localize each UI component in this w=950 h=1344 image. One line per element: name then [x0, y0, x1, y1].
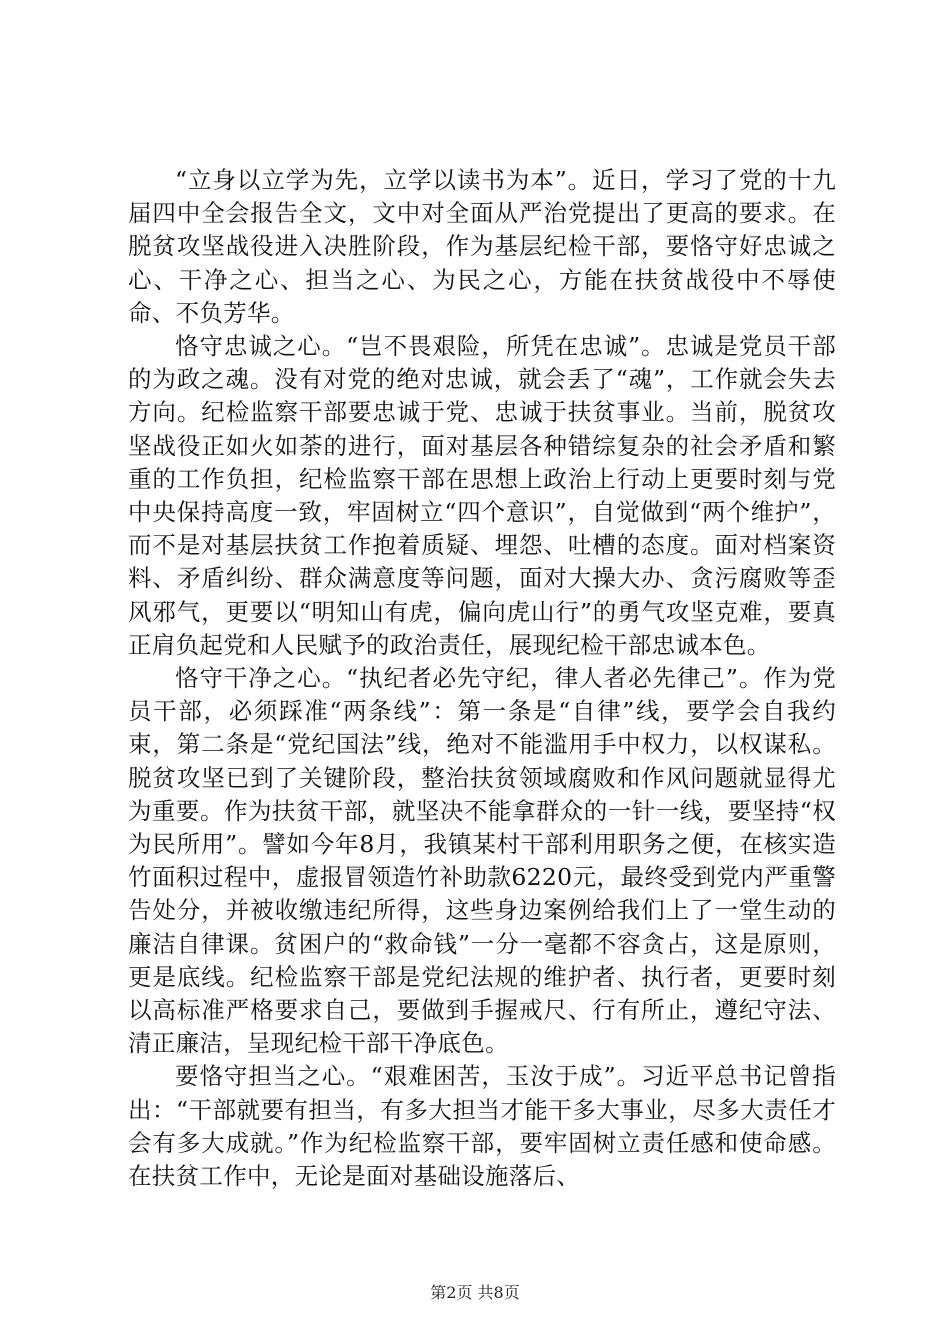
page-number-footer: 第2页 共8页	[430, 1283, 520, 1302]
document-body	[128, 164, 836, 1193]
paragraph-intro: “立身以立学为先，立学以读书为本”。近日，学习了党的十九届四中全会报告全文，文中对全面从严治党提出了更高的要求。在脱贫攻坚战役进入决胜阶段，作为基层纪检干部，要恪守好忠诚之心、干净之心、担当之心、为民之心，方能在扶贫战役中不辱使命、不负芳华。	[128, 166, 836, 327]
paragraph-integrity: 恪守干净之心。“执纪者必先守纪，律人者必先律己”。作为党员干部，必须踩准“两条线”：第一条是“自律”线，要学会自我约束，第二条是“党纪国法”线，绝对不能滥用手中权力，以权谋私。脱贫攻坚已到了关键阶段，整治扶贫领域腐败和作风问题就显得尤为重要。作为扶贫干部，就坚决不能拿群众的一针一线，要坚持“权为民所用”。譬如今年8月，我镇某村干部利用职务之便，在核实造竹面积过程中，虚报冒领造竹补助款6220元，最终受到党内严重警告处分，并被收缴违纪所得，这些身边案例给我们上了一堂生动的廉洁自律课。贫困户的“救命钱”一分一毫都不容贪占，这是原则，更是底线。纪检监察干部是党纪法规的维护者、执行者，更要时刻以高标准严格要求自己，要做到手握戒尺、行有所止，遵纪守法、清正廉洁，呈现纪检干部干净底色。	[128, 664, 836, 1058]
paragraph-responsibility: 要恪守担当之心。“艰难困苦，玉汝于成”。习近平总书记曾指出：“干部就要有担当，有多大担当才能干多大事业，尽多大责任才会有多大成就。”作为纪检监察干部，要牢固树立责任感和使命感。在扶贫工作中，无论是面对基础设施落后、	[128, 1062, 836, 1191]
paragraph-loyalty: 恪守忠诚之心。“岂不畏艰险，所凭在忠诚”。忠诚是党员干部的为政之魂。没有对党的绝对忠诚，就会丢了“魂”，工作就会失去方向。纪检监察干部要忠诚于党、忠诚于扶贫事业。当前，脱贫攻坚战役正如火如荼的进行，面对基层各种错综复杂的社会矛盾和繁重的工作负担，纪检监察干部在思想上政治上行动上更要时刻与党中央保持高度一致，牢固树立“四个意识”，自觉做到“两个维护”，而不是对基层扶贫工作抱着质疑、埋怨、吐槽的态度。面对档案资料、矛盾纠纷、群众满意度等问题，面对大操大办、贪污腐败等歪风邪气，更要以“明知山有虎，偏向虎山行”的勇气攻坚克难，要真正肩负起党和人民赋予的政治责任，展现纪检干部忠诚本色。	[128, 332, 836, 659]
